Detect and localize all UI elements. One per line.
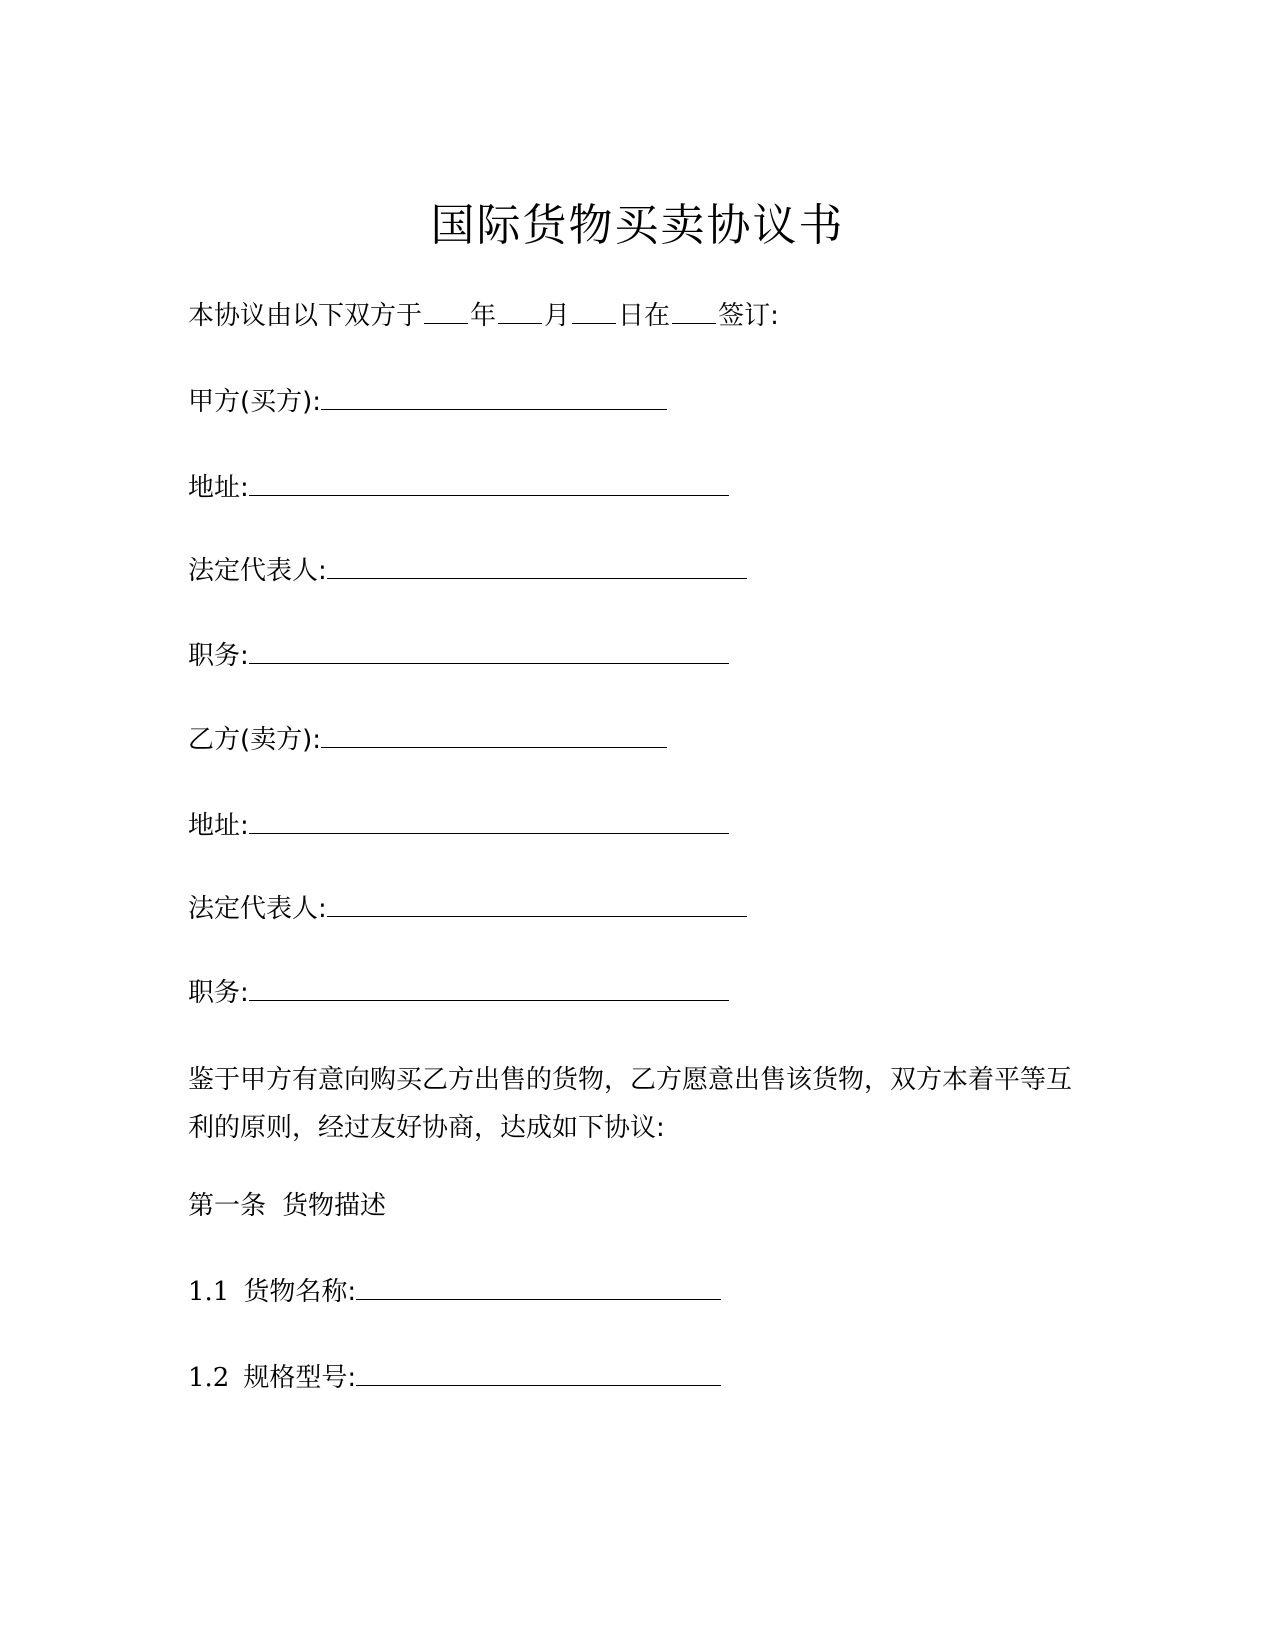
party-a-label: 甲方(买方):	[188, 387, 322, 417]
day-blank[interactable]	[572, 301, 616, 324]
party-a-position-line	[188, 638, 729, 674]
party-b-name-field[interactable]	[321, 725, 667, 748]
party-b-line	[188, 722, 667, 758]
goods-name-field[interactable]	[356, 1277, 721, 1300]
article-1-title: 货物描述	[282, 1191, 387, 1221]
party-a-address-label: 地址:	[188, 473, 249, 503]
month-blank[interactable]	[498, 301, 542, 324]
party-b-address-field[interactable]	[249, 811, 729, 834]
party-b-position-field[interactable]	[249, 978, 729, 1001]
party-b-rep-field[interactable]	[327, 894, 747, 917]
intro-text-2: 签订:	[718, 301, 779, 331]
party-b-label: 乙方(卖方):	[188, 725, 322, 755]
party-b-position-label: 职务:	[188, 978, 249, 1008]
party-a-rep-field[interactable]	[327, 556, 747, 579]
day-label: 日在	[618, 301, 671, 331]
party-a-position-field[interactable]	[249, 641, 729, 664]
party-b-rep-line	[188, 891, 747, 927]
party-b-position-line	[188, 975, 729, 1011]
preamble-paragraph: 鉴于甲方有意向购买乙方出售的货物，乙方愿意出售该货物，双方本着平等互利的原则，经过友好协商，达成如下协议:	[188, 1065, 1073, 1143]
spec-model-field[interactable]	[356, 1363, 721, 1386]
intro-line	[188, 298, 779, 334]
party-a-rep-line	[188, 553, 747, 589]
party-a-address-field[interactable]	[249, 473, 729, 496]
place-blank[interactable]	[672, 301, 716, 324]
item-1-2-label: 规格型号:	[243, 1363, 357, 1393]
intro-text-1: 本协议由以下双方于	[188, 301, 423, 331]
party-a-name-field[interactable]	[321, 387, 667, 410]
item-1-1-line	[188, 1274, 721, 1310]
party-a-rep-label: 法定代表人:	[188, 556, 327, 586]
article-1-heading	[188, 1188, 386, 1224]
article-1-number: 第一条	[188, 1191, 267, 1221]
party-a-position-label: 职务:	[188, 641, 249, 671]
party-a-address-line	[188, 470, 729, 506]
page-title: 国际货物买卖协议书	[430, 200, 845, 251]
party-b-rep-label: 法定代表人:	[188, 894, 327, 924]
year-blank[interactable]	[424, 301, 468, 324]
item-1-1-label: 货物名称:	[243, 1277, 357, 1307]
item-1-2-number: 1.2	[188, 1363, 230, 1393]
party-b-address-line	[188, 808, 729, 844]
party-a-line	[188, 384, 667, 420]
year-label: 年	[470, 301, 497, 331]
item-1-2-line	[188, 1360, 721, 1396]
party-b-address-label: 地址:	[188, 811, 249, 841]
month-label: 月	[544, 301, 571, 331]
item-1-1-number: 1.1	[188, 1277, 230, 1307]
